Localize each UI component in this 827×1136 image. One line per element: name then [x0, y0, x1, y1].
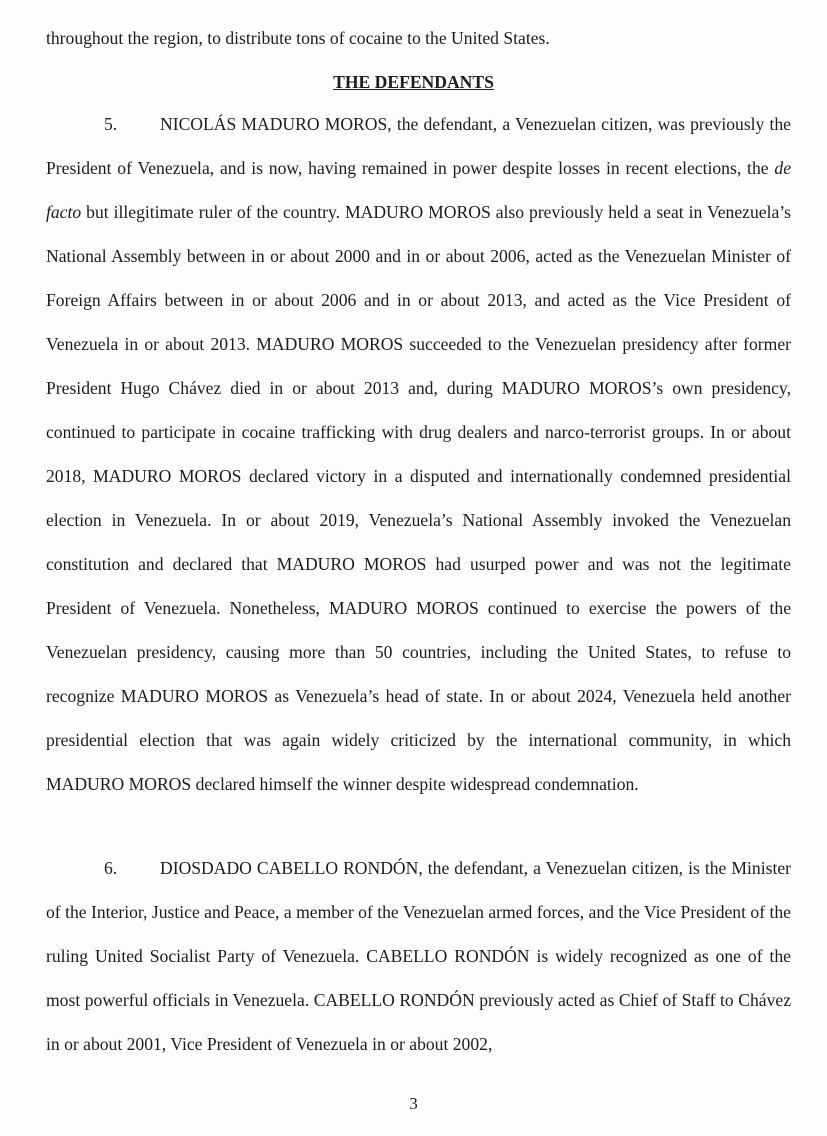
continued-text-line: throughout the region, to distribute tons of cocaine to the United States. — [46, 28, 550, 48]
paragraph-number: 6. — [104, 858, 118, 878]
paragraph-text: NICOLÁS MADURO MOROS, the defendant, a Venezuelan citizen, was previously the President of Venezuela, and is now, having remained in power despite losses in recent elections, the — [46, 114, 791, 178]
section-heading: THE DEFENDANTS — [333, 72, 494, 92]
paragraph-6 — [46, 846, 791, 1066]
italic-term: de facto — [46, 158, 791, 222]
page-number: 3 — [409, 1094, 418, 1113]
paragraph-text: DIOSDADO CABELLO RONDÓN, the defendant, a Venezuelan citizen, is the Minister of the Interior, Justice and Peace, a member of the Venezuelan armed forces, and the Vice President of the ruling United Socialist Party of Venezuela. CABELLO RONDÓN is widely recognized as one of the most powerful officials in Venezuela. CABELLO RONDÓN previously acted as Chief of Staff to Chávez in or about 2001, Vice President of Venezuela in or about 2002, — [46, 858, 791, 1054]
paragraph-number: 5. — [104, 114, 118, 134]
paragraph-text-continued: but illegitimate ruler of the country. MADURO MOROS also previously held a seat in Venezuela’s National Assembly between in or about 2000 and in or about 2006, acted as the Venezuelan Minister of Foreign Affairs between in or about 2006 and in or about 2013, and acted as the Vice President of Venezuela in or about 2013. MADURO MOROS succeeded to the Venezuelan presidency after former President Hugo Chávez died in or about 2013 and, during MADURO MOROS’s own presidency, continued to participate in cocaine trafficking with drug dealers and narco-terrorist groups. In or about 2018, MADURO MOROS declared victory in a disputed and internationally condemned presidential election in Venezuela. In or about 2019, Venezuela’s National Assembly invoked the Venezuelan constitution and declared that MADURO MOROS had usurped power and was not the legitimate President of Venezuela. Nonetheless, MADURO MOROS continued to exercise the powers of the Venezuelan presidency, causing more than 50 countries, including the United States, to refuse to recognize MADURO MOROS as Venezuela’s head of state. In or about 2024, Venezuela held another presidential election that was again widely criticized by the international community, in which MADURO MOROS declared himself the winner despite widespread condemnation. — [46, 202, 791, 794]
paragraph-5 — [46, 102, 791, 806]
